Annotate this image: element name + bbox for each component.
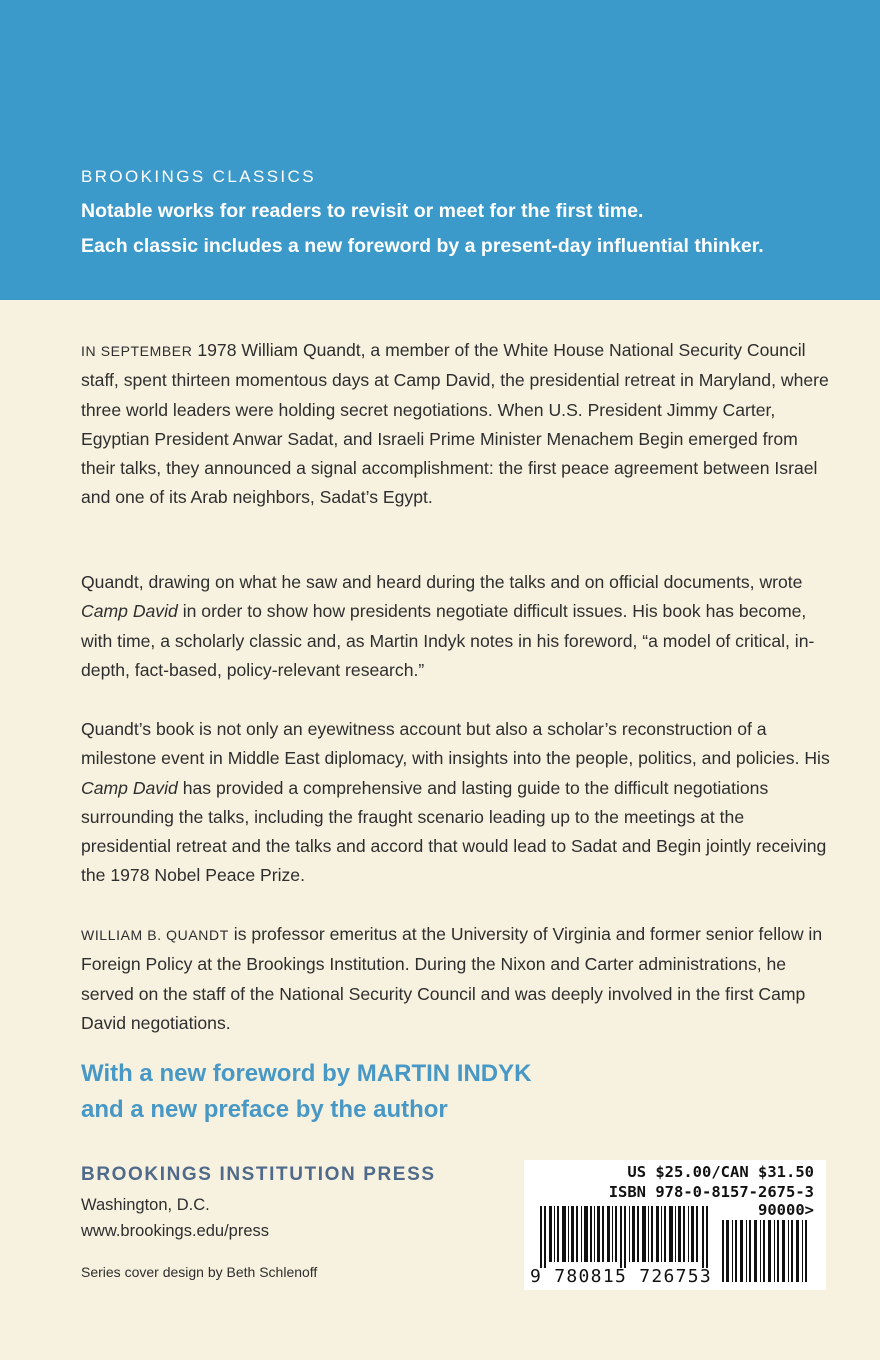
price-addon-code: 90000>: [758, 1201, 814, 1219]
price-addon-barcode: [722, 1220, 812, 1282]
paragraph-lead: IN SEPTEMBER: [81, 343, 193, 359]
paragraph-text: 1978 William Quandt, a member of the White House National Security Council staff, spent thirteen momentous days at Camp David, the presidential retreat in Maryland, where three world leaders were holding secret negotiations. When U.S. President Jimmy Carter, Egyptian President Anwar Sadat, and Israeli Prime Minister Menachem Begin emerged from their talks, they announced a signal accomplishment: the first peace agreement between Israel and one of its Arab neighbors, Sadat’s Egypt.: [81, 340, 829, 508]
barcode-digits: 9 780815 726753: [530, 1266, 713, 1287]
paragraph-text: Quandt’s book is not only an eyewitness account but also a scholar’s reconstruction of a milestone event in Middle East diplomacy, with insights into the people, politics, and policies. His: [81, 719, 830, 769]
paragraph-text: in order to show how presidents negotiate difficult issues. His book has become, with time, a scholarly classic and, as Martin Indyk notes in his foreword, “a model of critical, in-depth, fact-based, policy-relevant research.”: [81, 601, 815, 680]
series-tagline-1: Notable works for readers to revisit or meet for the first time.: [81, 200, 644, 222]
isbn-line: ISBN 978-0-8157-2675-3: [608, 1183, 814, 1201]
cover-design-credit: Series cover design by Beth Schlenoff: [81, 1264, 318, 1280]
description-paragraph-1: [81, 336, 831, 513]
book-title: Camp David: [81, 777, 178, 798]
price-line: US $25.00/CAN $31.50: [627, 1163, 814, 1181]
publisher-url: www.brookings.edu/press: [81, 1222, 270, 1240]
series-label: BROOKINGS CLASSICS: [81, 167, 316, 186]
author-name: WILLIAM B. QUANDT: [81, 927, 229, 943]
series-tagline-2: Each classic includes a new foreword by a present-day influential thinker.: [81, 235, 764, 257]
publisher-city: Washington, D.C.: [81, 1196, 210, 1214]
paragraph-text: is professor emeritus at the University of Virginia and former senior fellow in Foreign Policy at the Brookings Institution. During the Nixon and Carter administrations, he served on the staff of the National Security Council and was deeply involved in the first Camp David negotiations.: [81, 924, 823, 1033]
publisher-name: BROOKINGS INSTITUTION PRESS: [81, 1164, 436, 1185]
foreword-line-2: and a new preface by the author: [81, 1096, 448, 1123]
paragraph-text: has provided a comprehensive and lasting guide to the difficult negotiations surrounding the talks, including the fraught scenario leading up to the meetings at the presidential retreat and the talks and accord that would lead to Sadat and Begin jointly receiving the 1978 Nobel Peace Prize.: [81, 777, 827, 886]
book-title: Camp David: [81, 601, 178, 622]
foreword-line-1: With a new foreword by MARTIN INDYK: [81, 1060, 532, 1087]
description-paragraph-2: [81, 568, 831, 685]
paragraph-text: Quandt, drawing on what he saw and heard during the talks and on official documents, wrote: [81, 572, 803, 592]
author-bio: [81, 920, 831, 1038]
description-paragraph-3: [81, 715, 831, 891]
barcode-panel: [524, 1160, 826, 1290]
ean-barcode: [540, 1206, 712, 1268]
